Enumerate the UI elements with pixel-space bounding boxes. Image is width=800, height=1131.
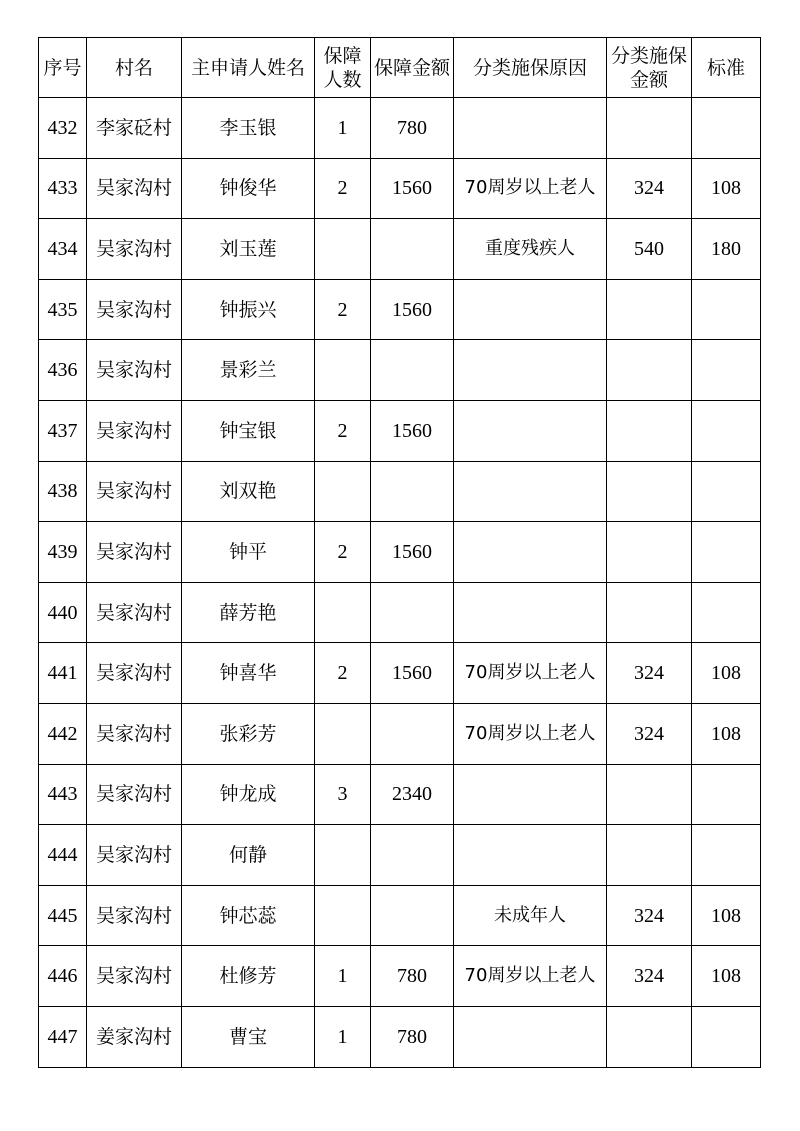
cell-id: 439: [39, 522, 87, 583]
cell-class-amount: 324: [607, 158, 692, 219]
cell-village: 吴家沟村: [87, 703, 182, 764]
cell-village: 吴家沟村: [87, 764, 182, 825]
cell-class-reason: 70周岁以上老人: [454, 643, 607, 704]
cell-standard: [692, 400, 761, 461]
table-row: [39, 582, 761, 643]
cell-class-reason: 未成年人: [454, 885, 607, 946]
cell-class-amount: [607, 522, 692, 583]
cell-count: 1: [315, 946, 371, 1007]
cell-applicant-name: 薛芳艳: [182, 582, 315, 643]
cell-count: [315, 461, 371, 522]
cell-applicant-name: 钟振兴: [182, 279, 315, 340]
header-count: 保障人数: [315, 38, 371, 98]
cell-class-reason: 70周岁以上老人: [454, 158, 607, 219]
header-applicant-name: 主申请人姓名: [182, 38, 315, 98]
cell-class-reason: 70周岁以上老人: [454, 946, 607, 1007]
header-class-amount: 分类施保金额: [607, 38, 692, 98]
cell-class-amount: [607, 1006, 692, 1067]
cell-id: 442: [39, 703, 87, 764]
cell-count: [315, 703, 371, 764]
cell-count: 1: [315, 98, 371, 159]
table-row: [39, 764, 761, 825]
table-row: [39, 825, 761, 886]
cell-village: 吴家沟村: [87, 219, 182, 280]
cell-id: 447: [39, 1006, 87, 1067]
cell-class-reason: [454, 400, 607, 461]
cell-class-amount: [607, 764, 692, 825]
cell-standard: 180: [692, 219, 761, 280]
cell-standard: [692, 279, 761, 340]
cell-class-reason: [454, 522, 607, 583]
cell-class-amount: [607, 461, 692, 522]
cell-id: 440: [39, 582, 87, 643]
cell-standard: [692, 98, 761, 159]
cell-class-reason: 重度残疾人: [454, 219, 607, 280]
cell-count: 2: [315, 158, 371, 219]
table-row: [39, 703, 761, 764]
cell-village: 吴家沟村: [87, 522, 182, 583]
header-row: [39, 38, 761, 98]
table-row: [39, 279, 761, 340]
table-row: [39, 1006, 761, 1067]
cell-id: 436: [39, 340, 87, 401]
table-header: [39, 38, 761, 98]
cell-class-amount: 324: [607, 885, 692, 946]
table-row: [39, 340, 761, 401]
cell-village: 吴家沟村: [87, 643, 182, 704]
cell-id: 434: [39, 219, 87, 280]
table-row: [39, 946, 761, 1007]
cell-amount: 1560: [371, 643, 454, 704]
cell-count: [315, 825, 371, 886]
header-standard: 标准: [692, 38, 761, 98]
cell-amount: [371, 340, 454, 401]
cell-id: 432: [39, 98, 87, 159]
cell-amount: 1560: [371, 400, 454, 461]
cell-amount: 1560: [371, 279, 454, 340]
table-row: [39, 98, 761, 159]
header-id: 序号: [39, 38, 87, 98]
cell-village: 吴家沟村: [87, 946, 182, 1007]
cell-class-amount: [607, 825, 692, 886]
cell-amount: [371, 703, 454, 764]
cell-applicant-name: 刘双艳: [182, 461, 315, 522]
cell-count: 2: [315, 643, 371, 704]
cell-amount: 780: [371, 98, 454, 159]
cell-village: 吴家沟村: [87, 279, 182, 340]
cell-village: 李家砭村: [87, 98, 182, 159]
cell-amount: 2340: [371, 764, 454, 825]
cell-id: 438: [39, 461, 87, 522]
cell-village: 吴家沟村: [87, 885, 182, 946]
cell-id: 437: [39, 400, 87, 461]
cell-village: 吴家沟村: [87, 582, 182, 643]
cell-village: 吴家沟村: [87, 400, 182, 461]
cell-standard: 108: [692, 158, 761, 219]
cell-applicant-name: 张彩芳: [182, 703, 315, 764]
cell-count: 1: [315, 1006, 371, 1067]
table-row: [39, 885, 761, 946]
cell-count: [315, 582, 371, 643]
cell-class-amount: [607, 98, 692, 159]
header-amount: 保障金额: [371, 38, 454, 98]
cell-standard: 108: [692, 703, 761, 764]
cell-amount: 780: [371, 1006, 454, 1067]
cell-count: 3: [315, 764, 371, 825]
cell-standard: [692, 461, 761, 522]
cell-class-reason: [454, 279, 607, 340]
cell-applicant-name: 刘玉莲: [182, 219, 315, 280]
cell-id: 433: [39, 158, 87, 219]
cell-applicant-name: 杜修芳: [182, 946, 315, 1007]
cell-applicant-name: 李玉银: [182, 98, 315, 159]
cell-village: 姜家沟村: [87, 1006, 182, 1067]
cell-amount: 780: [371, 946, 454, 1007]
cell-amount: 1560: [371, 158, 454, 219]
cell-amount: [371, 582, 454, 643]
cell-applicant-name: 何静: [182, 825, 315, 886]
cell-class-reason: [454, 98, 607, 159]
cell-standard: [692, 1006, 761, 1067]
cell-class-amount: [607, 279, 692, 340]
cell-standard: 108: [692, 946, 761, 1007]
cell-applicant-name: 钟俊华: [182, 158, 315, 219]
cell-village: 吴家沟村: [87, 340, 182, 401]
cell-village: 吴家沟村: [87, 158, 182, 219]
cell-class-reason: [454, 1006, 607, 1067]
cell-standard: [692, 340, 761, 401]
cell-standard: 108: [692, 643, 761, 704]
cell-class-reason: 70周岁以上老人: [454, 703, 607, 764]
cell-class-amount: 324: [607, 643, 692, 704]
cell-amount: [371, 885, 454, 946]
cell-amount: [371, 825, 454, 886]
subsidy-roster-table: [38, 37, 761, 1068]
cell-class-amount: [607, 400, 692, 461]
cell-class-amount: 324: [607, 946, 692, 1007]
cell-id: 441: [39, 643, 87, 704]
cell-village: 吴家沟村: [87, 825, 182, 886]
cell-standard: [692, 582, 761, 643]
cell-id: 435: [39, 279, 87, 340]
table-row: [39, 643, 761, 704]
cell-class-amount: [607, 582, 692, 643]
cell-id: 443: [39, 764, 87, 825]
cell-count: [315, 885, 371, 946]
cell-id: 444: [39, 825, 87, 886]
cell-standard: [692, 825, 761, 886]
cell-standard: 108: [692, 885, 761, 946]
cell-class-reason: [454, 340, 607, 401]
cell-count: 2: [315, 522, 371, 583]
cell-applicant-name: 钟宝银: [182, 400, 315, 461]
table-row: [39, 461, 761, 522]
cell-amount: [371, 461, 454, 522]
cell-id: 445: [39, 885, 87, 946]
cell-class-reason: [454, 825, 607, 886]
cell-village: 吴家沟村: [87, 461, 182, 522]
cell-amount: 1560: [371, 522, 454, 583]
cell-applicant-name: 景彩兰: [182, 340, 315, 401]
header-village: 村名: [87, 38, 182, 98]
cell-count: 2: [315, 279, 371, 340]
cell-count: 2: [315, 400, 371, 461]
cell-class-amount: 540: [607, 219, 692, 280]
table-body: [39, 98, 761, 1068]
cell-standard: [692, 764, 761, 825]
cell-class-amount: 324: [607, 703, 692, 764]
header-class-reason: 分类施保原因: [454, 38, 607, 98]
cell-class-reason: [454, 582, 607, 643]
cell-amount: [371, 219, 454, 280]
cell-id: 446: [39, 946, 87, 1007]
cell-applicant-name: 钟芯蕊: [182, 885, 315, 946]
table-row: [39, 522, 761, 583]
cell-applicant-name: 钟平: [182, 522, 315, 583]
cell-count: [315, 340, 371, 401]
table-row: [39, 219, 761, 280]
table-row: [39, 158, 761, 219]
cell-applicant-name: 曹宝: [182, 1006, 315, 1067]
cell-standard: [692, 522, 761, 583]
table-row: [39, 400, 761, 461]
cell-class-reason: [454, 764, 607, 825]
cell-class-reason: [454, 461, 607, 522]
cell-class-amount: [607, 340, 692, 401]
cell-applicant-name: 钟龙成: [182, 764, 315, 825]
cell-applicant-name: 钟喜华: [182, 643, 315, 704]
cell-count: [315, 219, 371, 280]
